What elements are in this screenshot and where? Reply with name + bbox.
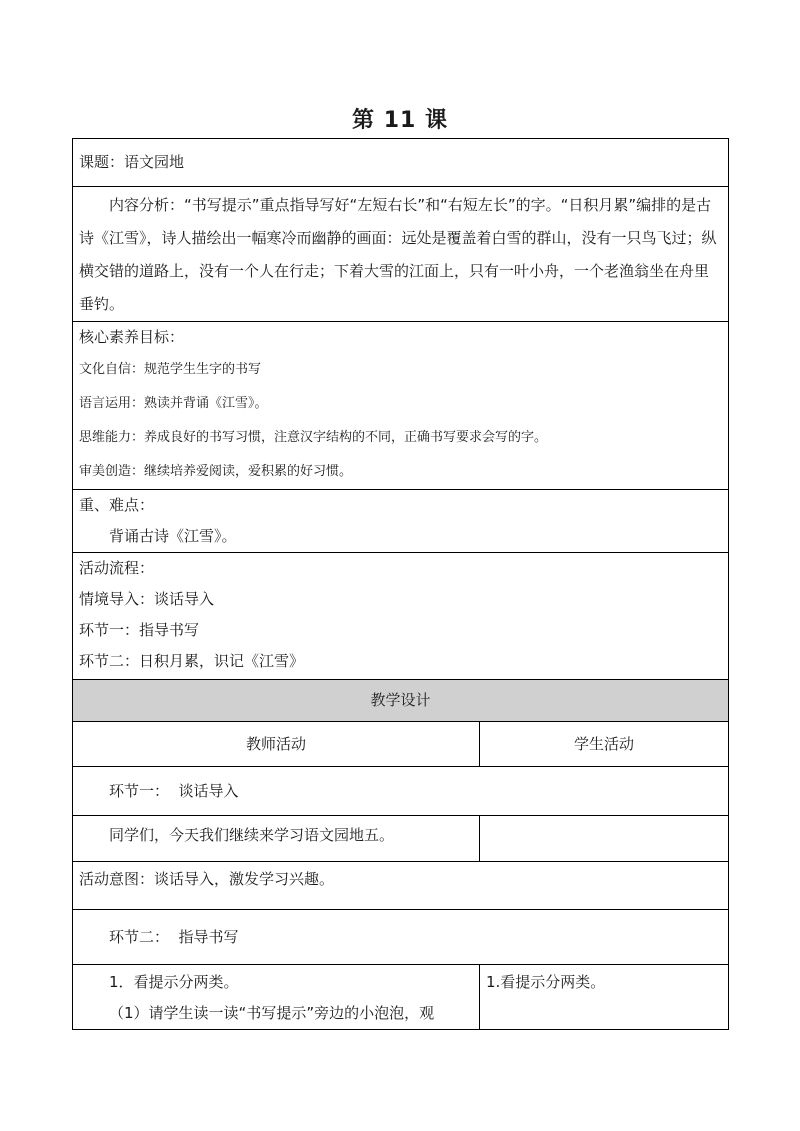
content-analysis-text: 内容分析：“书写提示”重点指导写好“左短右长”和“右短左长”的字。“日积月累”编排的是古诗《江雪》，诗人描绘出一幅寒冷而幽静的画面：远处是覆盖着白雪的群山，没有一只鸟飞过；纵横交错的道路上，没有一个人在行走；下着大雪的江面上，只有一叶小舟，一个老渔翁坐在舟里垂钓。 — [79, 196, 717, 313]
student-activity-header: 学生活动 — [574, 734, 635, 753]
goal-item: 语言运用：熟读并背诵《江雪》。 — [79, 396, 268, 411]
goal-item: 审美创造：继续培养爱阅读，爱积累的好习惯。 — [79, 464, 353, 479]
goals-row — [73, 322, 729, 490]
teacher-activity-header: 教师活动 — [245, 734, 306, 753]
content-analysis-row — [73, 187, 729, 322]
goal-item: 思维能力：养成良好的书写习惯，注意汉字结构的不同，正确书写要求会写的字。 — [79, 430, 548, 445]
goal-item: 文化自信：规范学生生字的书写 — [79, 362, 262, 377]
section2-title-row — [73, 910, 729, 965]
topic-text: 课题：语文园地 — [79, 153, 185, 171]
key-points-heading: 重、难点： — [79, 496, 155, 514]
activity-flow-heading: 活动流程： — [79, 559, 155, 577]
section2-teacher-line: 1．看提示分两类。 — [109, 973, 239, 991]
section2-student-line: 1.看提示分两类。 — [486, 973, 606, 991]
page-title: 第 11 课 — [352, 108, 448, 133]
goals-heading: 核心素养目标： — [79, 328, 185, 346]
intent-row — [73, 862, 729, 910]
activity-flow-item: 情境导入：谈话导入 — [79, 590, 215, 608]
activity-intent: 活动意图：谈话导入，激发学习兴趣。 — [79, 870, 335, 888]
activity-flow-item: 环节一：指导书写 — [79, 621, 200, 639]
section2-content-row — [73, 965, 729, 1030]
section2-teacher-line: （1）请学生读一读“书写提示”旁边的小泡泡，观 — [109, 1004, 435, 1022]
activity-flow-item: 环节二：日积月累，识记《江雪》 — [79, 652, 305, 670]
column-header-row — [73, 722, 729, 767]
section1-title-row — [73, 767, 729, 816]
design-header: 教学设计 — [370, 691, 431, 709]
design-header-row — [73, 680, 729, 722]
section2-title: 环节二： 指导书写 — [109, 927, 239, 946]
lesson-plan-table — [72, 138, 729, 1030]
section1-content-row — [73, 816, 729, 862]
section1-teacher-text: 同学们，今天我们继续来学习语文园地五。 — [109, 826, 395, 844]
key-points-text: 背诵古诗《江雪》。 — [109, 527, 237, 545]
topic-row — [73, 139, 729, 187]
key-points-row — [73, 490, 729, 553]
activity-flow-row — [73, 553, 729, 680]
section1-title: 环节一： 谈话导入 — [109, 781, 239, 800]
